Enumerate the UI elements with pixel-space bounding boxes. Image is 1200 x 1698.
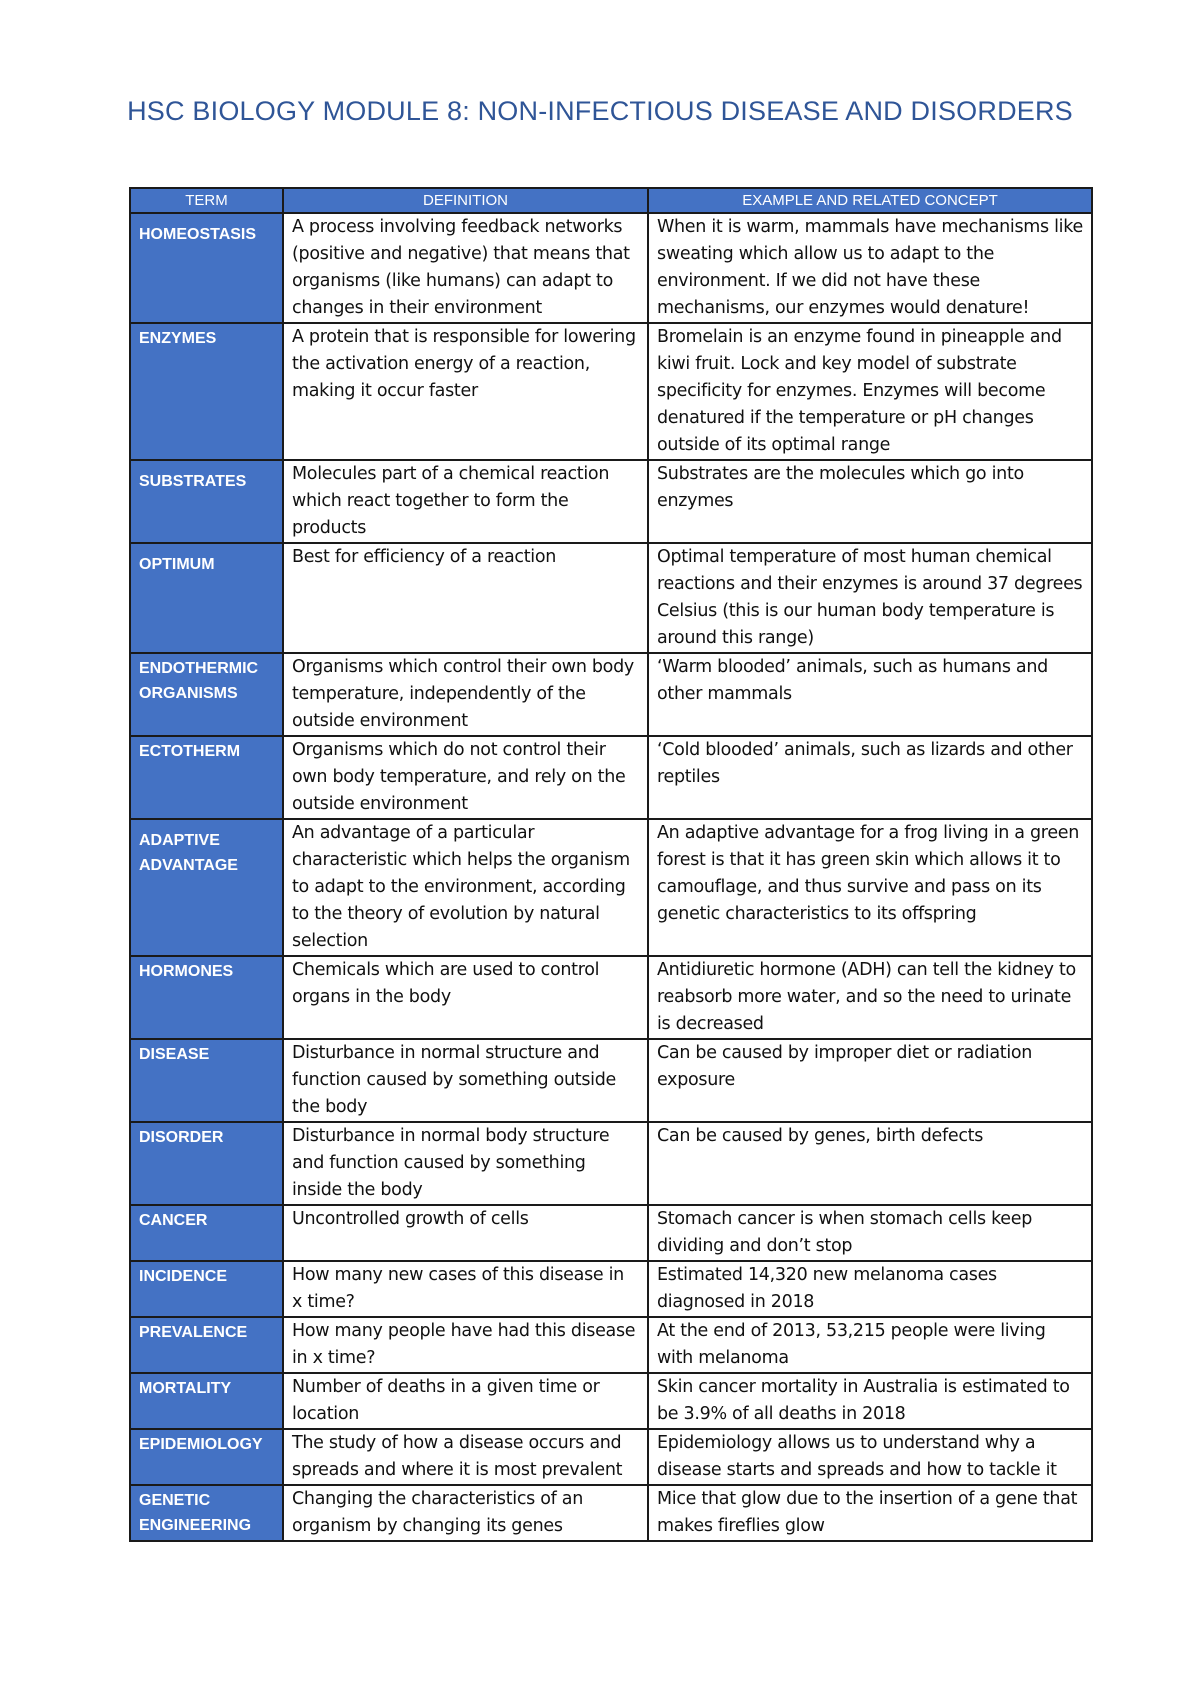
definition-cell: How many people have had this disease in x time? [283, 1317, 648, 1373]
definition-cell: Best for efficiency of a reaction [283, 543, 648, 653]
term-cell: ENZYMES [130, 323, 283, 460]
term-cell: ENDOTHERMIC ORGANISMS [130, 653, 283, 736]
example-cell: Bromelain is an enzyme found in pineapple and kiwi fruit. Lock and key model of substrate specificity for enzymes. Enzymes will become denatured if the temperature or pH changes outside of its optimal range [648, 323, 1092, 460]
term-cell: SUBSTRATES [130, 460, 283, 543]
table-row [130, 1039, 1092, 1122]
example-cell: Estimated 14,320 new melanoma cases diagnosed in 2018 [648, 1261, 1092, 1317]
term-cell: CANCER [130, 1205, 283, 1261]
definition-cell: Organisms which control their own body temperature, independently of the outside environment [283, 653, 648, 736]
example-cell: ‘Warm blooded’ animals, such as humans and other mammals [648, 653, 1092, 736]
term-cell: GENETIC ENGINEERING [130, 1485, 283, 1541]
definition-cell: A process involving feedback networks (positive and negative) that means that organisms (like humans) can adapt to changes in their environment [283, 213, 648, 323]
definition-cell: How many new cases of this disease in x time? [283, 1261, 648, 1317]
definition-cell: Number of deaths in a given time or location [283, 1373, 648, 1429]
definition-cell: Uncontrolled growth of cells [283, 1205, 648, 1261]
term-cell: EPIDEMIOLOGY [130, 1429, 283, 1485]
table-row [130, 460, 1092, 543]
term-cell: OPTIMUM [130, 543, 283, 653]
column-header-definition: DEFINITION [283, 188, 648, 213]
table-row [130, 1261, 1092, 1317]
example-cell: When it is warm, mammals have mechanisms like sweating which allow us to adapt to the environment. If we did not have these mechanisms, our enzymes would denature! [648, 213, 1092, 323]
term-cell: DISEASE [130, 1039, 283, 1122]
column-header-term: TERM [130, 188, 283, 213]
definition-cell: Changing the characteristics of an organism by changing its genes [283, 1485, 648, 1541]
term-cell: ADAPTIVE ADVANTAGE [130, 819, 283, 956]
example-cell: Antidiuretic hormone (ADH) can tell the kidney to reabsorb more water, and so the need to urinate is decreased [648, 956, 1092, 1039]
example-cell: At the end of 2013, 53,215 people were living with melanoma [648, 1317, 1092, 1373]
term-cell: HOMEOSTASIS [130, 213, 283, 323]
example-cell: Can be caused by improper diet or radiation exposure [648, 1039, 1092, 1122]
table-row [130, 653, 1092, 736]
table-row [130, 213, 1092, 323]
table-row [130, 543, 1092, 653]
table-row [130, 819, 1092, 956]
definition-cell: Chemicals which are used to control organs in the body [283, 956, 648, 1039]
example-cell: An adaptive advantage for a frog living in a green forest is that it has green skin which allows it to camouflage, and thus survive and pass on its genetic characteristics to its offspring [648, 819, 1092, 956]
table-row [130, 1317, 1092, 1373]
table-row [130, 1205, 1092, 1261]
definition-cell: An advantage of a particular characteristic which helps the organism to adapt to the environment, according to the theory of evolution by natural selection [283, 819, 648, 956]
definition-cell: The study of how a disease occurs and spreads and where it is most prevalent [283, 1429, 648, 1485]
example-cell: Optimal temperature of most human chemical reactions and their enzymes is around 37 degrees Celsius (this is our human body temperature is around this range) [648, 543, 1092, 653]
example-cell: Mice that glow due to the insertion of a gene that makes fireflies glow [648, 1485, 1092, 1541]
example-cell: Epidemiology allows us to understand why a disease starts and spreads and how to tackle it [648, 1429, 1092, 1485]
table-row [130, 323, 1092, 460]
glossary-table [129, 187, 1093, 1542]
table-row [130, 1122, 1092, 1205]
table-row [130, 956, 1092, 1039]
definition-cell: Disturbance in normal body structure and function caused by something inside the body [283, 1122, 648, 1205]
example-cell: Can be caused by genes, birth defects [648, 1122, 1092, 1205]
table-row [130, 1429, 1092, 1485]
term-cell: MORTALITY [130, 1373, 283, 1429]
definition-cell: Organisms which do not control their own body temperature, and rely on the outside environment [283, 736, 648, 819]
term-cell: HORMONES [130, 956, 283, 1039]
example-cell: ‘Cold blooded’ animals, such as lizards and other reptiles [648, 736, 1092, 819]
definition-cell: A protein that is responsible for lowering the activation energy of a reaction, making it occur faster [283, 323, 648, 460]
table-header-row [130, 188, 1092, 213]
term-cell: ECTOTHERM [130, 736, 283, 819]
definition-cell: Disturbance in normal structure and function caused by something outside the body [283, 1039, 648, 1122]
table-row [130, 1485, 1092, 1541]
table-row [130, 1373, 1092, 1429]
term-cell: INCIDENCE [130, 1261, 283, 1317]
column-header-example: EXAMPLE AND RELATED CONCEPT [648, 188, 1092, 213]
example-cell: Substrates are the molecules which go into enzymes [648, 460, 1092, 543]
example-cell: Skin cancer mortality in Australia is estimated to be 3.9% of all deaths in 2018 [648, 1373, 1092, 1429]
page-title: HSC BIOLOGY MODULE 8: NON-INFECTIOUS DISEASE AND DISORDERS [127, 96, 1073, 126]
term-cell: DISORDER [130, 1122, 283, 1205]
example-cell: Stomach cancer is when stomach cells keep dividing and don’t stop [648, 1205, 1092, 1261]
term-cell: PREVALENCE [130, 1317, 283, 1373]
definition-cell: Molecules part of a chemical reaction which react together to form the products [283, 460, 648, 543]
table-row [130, 736, 1092, 819]
